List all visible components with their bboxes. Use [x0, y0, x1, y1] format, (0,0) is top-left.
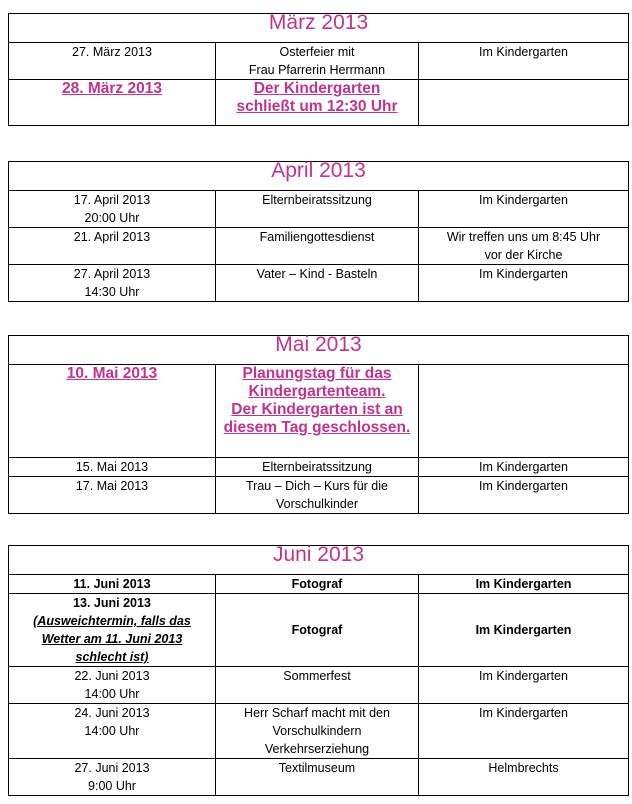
event-line: Der Kindergarten ist an — [231, 401, 403, 418]
event-cell — [216, 477, 419, 514]
note-line: (Ausweichtermin, falls das — [33, 614, 191, 628]
month-title: Juni 2013 — [9, 546, 629, 575]
event-line: diesem Tag geschlossen. — [223, 419, 411, 436]
date-line: 22. Juni 2013 — [74, 669, 150, 683]
place-cell: Im Kindergarten — [419, 575, 629, 594]
date-line: 27. April 2013 — [73, 267, 151, 281]
event-line: Verkehrserziehung — [264, 742, 370, 756]
place-cell: Im Kindergarten — [419, 458, 629, 477]
date-cell — [9, 667, 216, 704]
table-mai-2013 — [8, 335, 629, 514]
table-april-2013 — [8, 161, 629, 302]
date-line: 24. Juni 2013 — [74, 706, 150, 720]
time-line: 14:00 Uhr — [84, 687, 140, 701]
table-row — [9, 477, 629, 514]
event-line: Herr Scharf macht mit den — [244, 706, 390, 720]
table-row — [9, 458, 629, 477]
place-cell: Im Kindergarten — [419, 265, 629, 302]
event-cell: Vater – Kind - Basteln — [216, 265, 419, 302]
time-line: 20:00 Uhr — [84, 211, 140, 225]
table-row — [9, 575, 629, 594]
note-line: schlecht ist) — [75, 650, 149, 664]
event-cell: Familiengottesdienst — [216, 228, 419, 265]
month-title: April 2013 — [9, 162, 629, 191]
date-cell — [9, 265, 216, 302]
date-cell: 15. Mai 2013 — [9, 458, 216, 477]
table-maerz-2013 — [8, 13, 629, 126]
date-cell — [9, 191, 216, 228]
event-cell: Elternbeiratssitzung — [216, 458, 419, 477]
date-cell: 10. Mai 2013 — [9, 365, 216, 458]
place-cell: Helmbrechts — [419, 759, 629, 796]
place-line: vor der Kirche — [484, 248, 563, 262]
place-cell — [419, 365, 629, 458]
event-line: Kindergartenteam. — [248, 383, 386, 400]
event-cell: Fotograf — [216, 594, 419, 667]
date-line: 13. Juni 2013 — [73, 596, 151, 610]
time-line: 9:00 Uhr — [88, 779, 136, 793]
event-line: schließt um 12:30 Uhr — [236, 98, 398, 115]
event-cell — [216, 704, 419, 759]
table-row — [9, 228, 629, 265]
event-line: Trau – Dich – Kurs für die — [246, 479, 388, 493]
event-line: Vorschulkindern — [272, 724, 362, 738]
table-row — [9, 365, 629, 458]
event-cell — [216, 365, 419, 458]
date-cell — [9, 759, 216, 796]
time-line: 14:00 Uhr — [84, 724, 140, 738]
date-cell: 11. Juni 2013 — [9, 575, 216, 594]
date-cell — [9, 594, 216, 667]
table-row — [9, 265, 629, 302]
date-cell — [9, 704, 216, 759]
place-cell: Im Kindergarten — [419, 477, 629, 514]
table-juni-2013 — [8, 545, 629, 796]
table-row — [9, 667, 629, 704]
event-line: Planungstag für das — [242, 365, 392, 382]
month-title: Mai 2013 — [9, 336, 629, 365]
event-cell: Textilmuseum — [216, 759, 419, 796]
event-cell — [216, 43, 419, 80]
date-cell: 17. Mai 2013 — [9, 477, 216, 514]
table-row — [9, 191, 629, 228]
event-cell: Sommerfest — [216, 667, 419, 704]
event-line: Der Kindergarten — [253, 80, 381, 97]
place-cell: Im Kindergarten — [419, 594, 629, 667]
event-cell — [216, 80, 419, 126]
place-cell: Im Kindergarten — [419, 667, 629, 704]
time-line: 14:30 Uhr — [84, 285, 140, 299]
place-cell: Im Kindergarten — [419, 191, 629, 228]
table-row — [9, 704, 629, 759]
date-line: 27. Juni 2013 — [74, 761, 150, 775]
date-cell: 21. April 2013 — [9, 228, 216, 265]
event-line: Frau Pfarrerin Herrmann — [248, 63, 386, 77]
place-cell: Im Kindergarten — [419, 43, 629, 80]
place-line: Wir treffen uns um 8:45 Uhr — [446, 230, 601, 244]
note-line: Wetter am 11. Juni 2013 — [41, 632, 183, 646]
date-line: 17. April 2013 — [73, 193, 151, 207]
date-cell: 28. März 2013 — [9, 80, 216, 126]
table-row — [9, 594, 629, 667]
date-cell: 27. März 2013 — [9, 43, 216, 80]
month-title: März 2013 — [9, 14, 629, 43]
event-line: Vorschulkinder — [276, 497, 358, 511]
table-row — [9, 80, 629, 126]
place-cell: Im Kindergarten — [419, 704, 629, 759]
event-cell: Fotograf — [216, 575, 419, 594]
table-row — [9, 759, 629, 796]
event-line: Osterfeier mit — [279, 45, 355, 59]
event-cell: Elternbeiratssitzung — [216, 191, 419, 228]
place-cell — [419, 228, 629, 265]
table-row — [9, 43, 629, 80]
place-cell — [419, 80, 629, 126]
